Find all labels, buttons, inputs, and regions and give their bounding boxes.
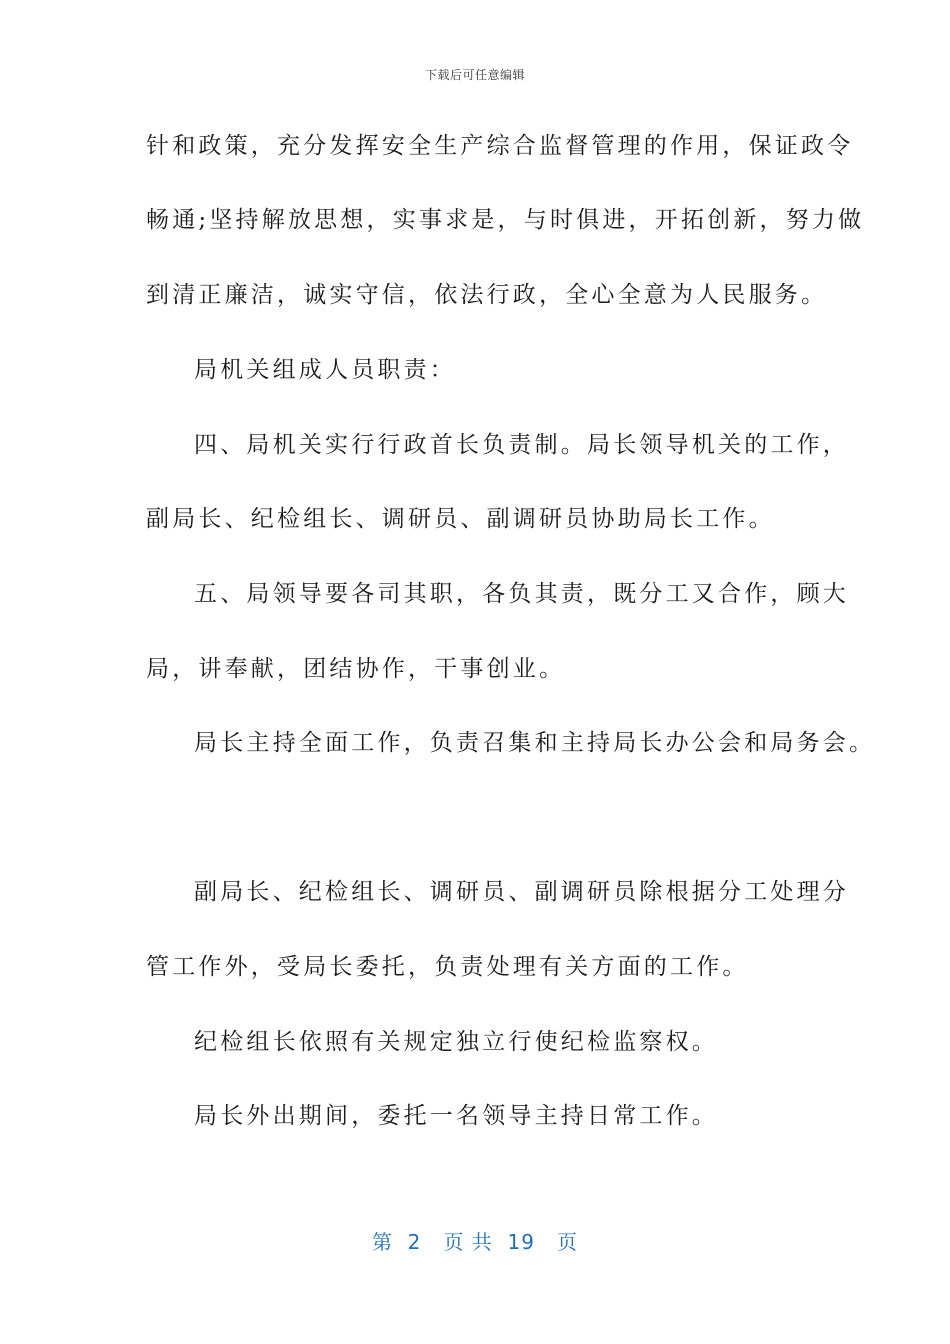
body-line: 副局长、纪检组长、调研员、副调研员除根据分工处理分 [194,879,849,905]
body-line: 局长主持全面工作，负责召集和主持局长办公会和局务会。 [194,730,876,756]
body-line: 局长外出期间，委托一名领导主持日常工作。 [194,1103,718,1129]
body-line: 五、局领导要各司其职，各负其责，既分工又合作，顾大 [194,581,849,607]
body-line: 纪检组长依照有关规定独立行使纪检监察权。 [194,1029,718,1055]
section-heading: 局机关组成人员职责： [194,357,456,383]
body-line: 畅通;坚持解放思想，实事求是，与时俱进，开拓创新，努力做 [146,207,865,233]
body-line: 到清正廉洁，诚实守信，依法行政，全心全意为人民服务。 [146,282,828,308]
page-number-footer: 第 2 页 共 19 页 [371,1230,579,1254]
body-line: 副局长、纪检组长、调研员、副调研员协助局长工作。 [146,506,775,532]
body-line: 四、局机关实行行政首长负责制。局长领导机关的工作， [194,432,849,458]
body-line: 管工作外，受局长委托，负责处理有关方面的工作。 [146,954,749,980]
body-line: 针和政策，充分发挥安全生产综合监督管理的作用，保证政令 [146,133,854,159]
body-line: 局，讲奉献，团结协作，干事创业。 [146,656,566,682]
page-header: 下载后可任意编辑 [424,68,525,82]
